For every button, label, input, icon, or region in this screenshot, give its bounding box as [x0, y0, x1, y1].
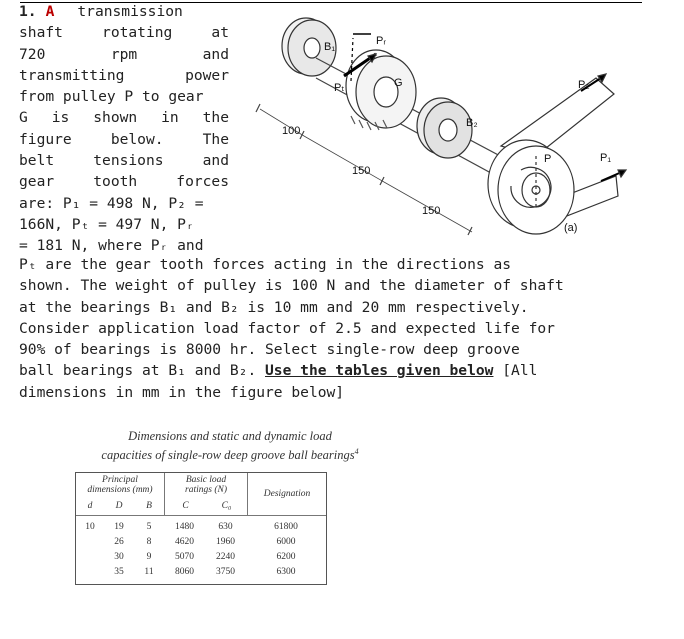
question-line-1: [19, 22, 229, 43]
question-line-3: [19, 65, 229, 86]
question-word: forces: [176, 173, 229, 191]
question-line-text: Consider application load factor of 2.5 and expected life for: [19, 319, 555, 337]
label-pr: Pᵣ: [376, 35, 386, 47]
question-line-8: [19, 171, 229, 192]
label-b1: B₁: [324, 41, 336, 53]
cell-designation: 6200: [276, 552, 296, 562]
table-row: [76, 565, 326, 580]
question-number: 1.: [19, 3, 37, 20]
shaft-assembly-figure: [236, 6, 636, 251]
question-word: gear: [19, 173, 55, 191]
question-line-text: ball bearings at B₁ and B₂.: [19, 362, 266, 380]
question-line-0: [19, 1, 229, 22]
question-word: = 181 N, where Pᵣ and: [19, 237, 204, 255]
table-title-line-1: Dimensions and static and dynamic load: [128, 429, 332, 443]
question-line-text: 90% of bearings is 8000 hr. Select single-row deep groove: [19, 341, 520, 359]
cell-designation: 6000: [276, 537, 296, 547]
question-line-text: [All: [493, 362, 538, 380]
question-word: shaft: [19, 24, 63, 42]
col-d: d: [87, 501, 93, 511]
cell-D: 30: [114, 552, 124, 562]
question-left-column: [19, 1, 229, 257]
question-full-line: [19, 254, 643, 275]
question-line-text: at the bearings B₁ and B₂ is 10 mm and 20 mm respectively.: [19, 298, 529, 316]
question-line-text: shown. The weight of pulley is 100 N and the diameter of shaft: [19, 277, 564, 295]
dimension-100: 100: [282, 125, 301, 137]
cell-D: 19: [114, 522, 124, 532]
cell-d: 10: [85, 522, 95, 532]
label-p2: P₂: [578, 79, 590, 91]
question-full-line: [19, 339, 643, 360]
principal-label-2: dimensions (mm): [87, 485, 153, 495]
gear-g: [346, 50, 416, 130]
question-word: tensions: [93, 152, 164, 170]
question-word: shown: [93, 109, 138, 127]
principal-header: [76, 473, 165, 515]
question-word: in: [161, 109, 179, 127]
cell-C: 1480: [175, 522, 194, 532]
table-title: [70, 428, 390, 463]
question-word: transmission: [77, 3, 183, 20]
question-word: G: [19, 109, 28, 127]
question-line-9: [19, 193, 229, 214]
label-p1: P₁: [600, 152, 612, 164]
col-C0: C₀: [221, 501, 232, 511]
question-line-6: [19, 129, 229, 150]
cell-B: 5: [146, 522, 152, 532]
cell-C0: 630: [218, 522, 233, 532]
cell-C: 8060: [175, 567, 194, 577]
question-label: A: [45, 3, 55, 20]
col-C: C: [182, 501, 189, 511]
bearing-table: [75, 472, 327, 585]
question-word: tooth: [93, 173, 138, 191]
question-line-10: [19, 214, 229, 235]
designation-header: Designation: [263, 489, 311, 499]
cell-C0: 2240: [216, 552, 235, 562]
use-tables-emphasis: Use the tables given below: [265, 362, 494, 380]
question-word: 720: [19, 45, 46, 63]
label-pt: Pₜ: [334, 82, 345, 94]
col-B: B: [146, 501, 152, 511]
question-line-text: dimensions in mm in the figure below]: [19, 383, 345, 401]
basic-load-header: [165, 473, 248, 515]
question-word: are: P₁ = 498 N, P₂ =: [19, 194, 204, 212]
table-body: [76, 516, 326, 584]
basic-load-label-2: ratings (N): [185, 485, 227, 495]
cell-B: 8: [146, 537, 152, 547]
bearing-b2-disc: [417, 98, 472, 158]
pulley-p: [488, 78, 618, 234]
cell-C: 4620: [175, 537, 194, 547]
label-p: P: [544, 153, 552, 165]
bearing-table-figure: [70, 428, 390, 577]
question-word: rpm: [110, 45, 138, 63]
question-word: and: [202, 45, 229, 63]
question-word: rotating: [102, 24, 173, 42]
question-full-line: [19, 275, 643, 296]
cell-B: 11: [144, 567, 154, 577]
question-word: the: [202, 109, 229, 127]
question-word: The: [202, 130, 229, 148]
cell-C: 5070: [175, 552, 194, 562]
question-line-text: Pₜ are the gear tooth forces acting in the directions as: [19, 256, 512, 273]
question-word: at: [211, 24, 229, 42]
dimension-150-a: 150: [352, 165, 371, 177]
cell-C0: 1960: [216, 537, 235, 547]
cell-D: 35: [114, 567, 124, 577]
cell-D: 26: [114, 537, 124, 547]
col-D: D: [115, 501, 123, 511]
figure-caption: (a): [564, 222, 578, 234]
table-title-line-2-text: capacities of single-row deep groove ball bearings: [101, 448, 355, 463]
cell-C0: 3750: [216, 567, 235, 577]
question-full-width-text: [19, 254, 643, 403]
question-word: 166N, Pₜ = 497 N, Pᵣ: [19, 215, 195, 233]
principal-label: Principal: [102, 475, 138, 485]
question-full-line: [19, 382, 643, 403]
p1-arrow-head: [618, 170, 626, 177]
question-full-line: [19, 360, 643, 381]
question-word: and: [202, 152, 229, 170]
cell-designation: 6300: [276, 567, 296, 577]
question-line-5: [19, 107, 229, 128]
table-title-line-2: [70, 444, 390, 463]
cell-designation: 61800: [274, 522, 298, 532]
question-word: belt: [19, 152, 55, 170]
footnote-marker: 4: [354, 447, 359, 456]
question-line-7: [19, 150, 229, 171]
question-word: is: [51, 109, 70, 127]
question-word: from pulley P to gear: [19, 88, 204, 106]
label-b2: B₂: [466, 117, 478, 129]
table-row: [76, 520, 326, 535]
basic-load-label: Basic load: [185, 475, 227, 485]
question-line-4: [19, 86, 229, 107]
label-g: G: [394, 77, 403, 89]
question-word: power: [185, 66, 229, 84]
cell-B: 9: [146, 552, 152, 562]
table-row: [76, 535, 326, 550]
question-line-2: [19, 44, 229, 65]
dimension-150-b: 150: [422, 205, 441, 217]
table-header: [76, 473, 326, 516]
question-full-line: [19, 318, 643, 339]
question-full-line: [19, 297, 643, 318]
table-row: [76, 550, 326, 565]
question-word: below.: [110, 130, 164, 148]
question-word: transmitting: [19, 66, 125, 84]
question-word: figure: [19, 130, 72, 148]
